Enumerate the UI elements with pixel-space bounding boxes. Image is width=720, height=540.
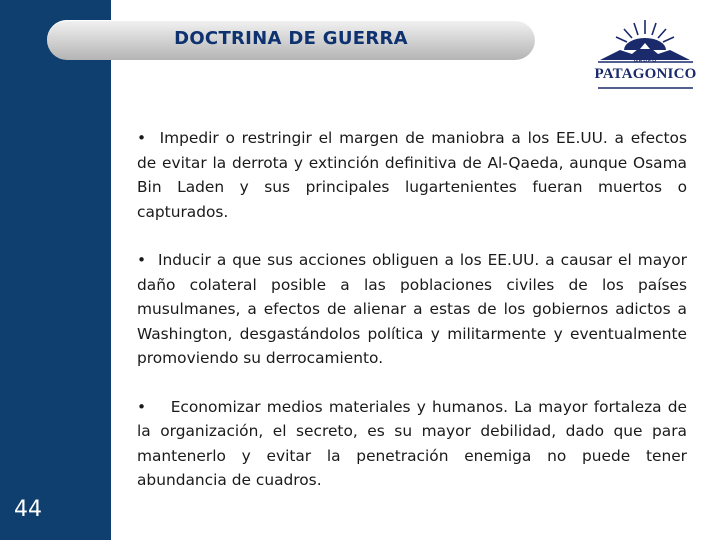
- page-number: 44: [14, 497, 42, 522]
- bullet-text: Impedir o restringir el margen de maniobra a los EE.UU. a efectos de evitar la derrota y extinción definitiva de Al-Qaeda, aunque Osama Bin Laden y sus principales lugartenientes fueran muertos o capturados.: [137, 129, 687, 221]
- bullet-text: Economizar medios materiales y humanos. La mayor fortaleza de la organización, el secreto, es su mayor debilidad, dado que para mantenerlo y evitar la penetración enemiga no puede tener abundancia de cuadros.: [137, 397, 687, 489]
- left-sidebar-band: [0, 0, 111, 540]
- bullet-item: [137, 395, 687, 493]
- bullet-marker: •: [137, 397, 147, 416]
- logo-group-text: GRUPO: [633, 58, 658, 64]
- bullet-text: Inducir a que sus acciones obliguen a los EE.UU. a causar el mayor daño colateral posible a las poblaciones civiles de los países musulmanes, a efectos de alienar a estas de los gobiernos adictos a Washington, desgastándolos política y militarmente y eventualmente promoviendo su derrocamiento.: [137, 251, 687, 367]
- logo-brand-text: PATAGONICO: [594, 66, 697, 82]
- bullet-marker: •: [137, 129, 147, 147]
- bullet-item: [137, 126, 687, 224]
- bullet-list: [137, 126, 687, 517]
- title-bar: [47, 20, 535, 60]
- logo: [594, 16, 697, 92]
- slide-title: DOCTRINA DE GUERRA: [174, 28, 408, 49]
- bullet-marker: •: [137, 251, 147, 269]
- bullet-item: [137, 248, 687, 371]
